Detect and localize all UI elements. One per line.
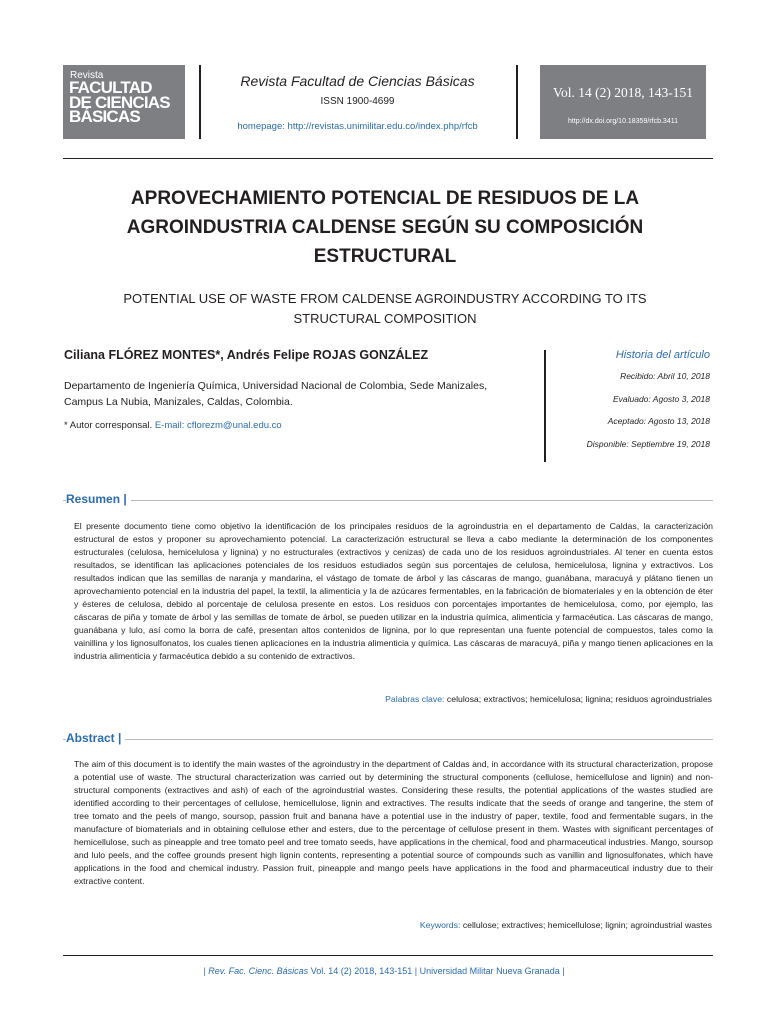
resumen-heading: Resumen |	[66, 492, 131, 506]
logo-wordmark: FACULTAD DE CIENCIAS BÁSICAS	[69, 78, 170, 126]
corresponding-author: * Autor corresponsal. E-mail: cflorezm@unal.edu.co	[64, 420, 282, 431]
history-received: Recibido: Abril 10, 2018	[620, 371, 710, 381]
homepage-link[interactable]: http://revistas.unimilitar.edu.co/index.php/rfcb	[287, 121, 478, 132]
footer-volume: Vol. 14 (2) 2018, 143-151	[310, 966, 413, 976]
footer-university: Universidad Militar Nueva Granada	[419, 966, 560, 976]
history-evaluated: Evaluado: Agosto 3, 2018	[612, 393, 710, 404]
title-spanish: APROVECHAMIENTO POTENCIAL DE RESIDUOS DE LA AGROINDUSTRIA CALDENSE SEGÚN SU COMPOSICIÓN ESTRUCTURAL	[126, 188, 644, 267]
abstract-rule	[63, 739, 713, 740]
journal-logo	[63, 65, 185, 139]
footer: | Rev. Fac. Cienc. Básicas Vol. 14 (2) 2018, 143-151 | Universidad Militar Nueva Granada |	[203, 966, 565, 976]
header-divider-right	[516, 65, 518, 139]
abstract-heading: Abstract |	[66, 731, 125, 745]
volume-info: Vol. 14 (2) 2018, 143-151	[553, 85, 693, 100]
article-history	[560, 345, 710, 455]
homepage: homepage: http://revistas.unimilitar.edu.co/index.php/rfcb	[237, 121, 478, 132]
footer-rule	[63, 955, 713, 956]
footer-journal: Rev. Fac. Cienc. Básicas	[208, 966, 309, 976]
logo-revista: Revista	[70, 70, 104, 81]
resumen-text: El presente documento tiene como objetivo la identificación de los principales residuos de la agroindustria en el departamento de Caldas, la caracterización estructural de estos y proponer su aprovechamiento potencial. La caracterización estructural se lleva a cabo mediante la determinación de los componentes estructurales (celulosa, hemicelulosa y lignina) y no estructurales (extractivos y cenizas) de cada uno de los residuos agroindustriales. Al tener en cuenta estos resultados, se identifican las aplicaciones potenciales de los residuos estudiados según sus porcentajes de celulosa, hemicelulosa, lignina y extractivos. Los resultados indican que las semillas de naranja y mandarina, el vástago de tomate de árbol y las cáscaras de mango, guanábana, maracuyá y plátano tienen un aprovechamiento potencial en la industria del papel, la textil, la alimenticia y la de azúcares fermentables, en la fabricación de biomateriales y en la obtención de éter y ésteres de celulosa, debido al porcentaje de celulosa presente en estos. Los residuos con porcentajes importantes de hemicelulosa, como, por ejemplo, las cáscaras de piña y tomate de árbol y las semillas de tomate de árbol, se pueden utilizar en la industria química, alimenticia y farmacéutica. Las cáscaras de mango, guanábana y lulo, así como la borra de café, presentan altos contenidos de lignina, por lo que representan una fuente potencial de compuestos, tales como la vainillina y los lignosulfonatos, los cuales tienen aplicaciones en la industria alimenticia y química. Las cáscaras de maracuyá, piña y mango tienen aplicaciones en la industria alimenticia y farmacéutica debido a su contenido de extractivos.	[74, 521, 713, 661]
doi-link[interactable]: http://dx.doi.org/10.18359/rfcb.3411	[567, 118, 678, 125]
abstract-text: The aim of this document is to identify the main wastes of the agroindustry in the department of Caldas and, in accordance with its structural characterization, propose a potential use of waste. The structural characterization was carried out by determining the structural components (cellulose, hemicellulose and lignin) and non-structural components (extractives and ash) of each of the agroindustrial wastes. Considering these results, the potential applications of the wastes studied are identified according to their percentages of cellulose, hemicellulose, lignin and extractives. The results indicate that the seeds of orange and tangerine, the stem of tree tomato and the peels of mango, soursop, passion fruit and banana have a potential use in the industry of paper, textile, food and fermentable sugars, in the manufacture of biomaterials and in obtaining cellulose ether and esters, due to the percentage of cellulose present in them. Wastes with significant percentages of hemicellulose, such as pineapple and tree tomato peel and tree tomato seeds, have applications in the chemical, food and pharmaceutical industries. Mango, soursop and lulo peels, and the coffee grounds present high lignin contents, representing a potential source of compounds such as vanillin and lignosulfonates, which have applications in the food and chemical industry. Passion fruit, pineapple and mango peels have applications in the food and pharmaceutical industry due to their extractive content.	[74, 759, 713, 886]
resumen-keywords: Palabras clave: celulosa; extractivos; hemicelulosa; lignina; residuos agroindustriales	[385, 694, 712, 704]
title-english: POTENTIAL USE OF WASTE FROM CALDENSE AGROINDUSTRY ACCORDING TO ITS STRUCTURAL COMPOSITION	[123, 291, 647, 326]
volume-box	[540, 65, 706, 139]
journal-info	[205, 70, 510, 142]
affiliation: Departamento de Ingeniería Química, Universidad Nacional de Colombia, Sede Manizales, Campus La Nubia, Manizales, Caldas, Colombia.	[64, 380, 488, 408]
authors: Ciliana FLÓREZ MONTES*, Andrés Felipe ROJAS GONZÁLEZ	[64, 348, 429, 362]
history-available: Disponible: Septiembre 19, 2018	[586, 438, 710, 449]
history-accepted: Aceptado: Agosto 13, 2018	[607, 416, 710, 426]
resumen-rule	[63, 500, 713, 501]
email-label: E-mail:	[154, 420, 185, 431]
journal-title: Revista Facultad de Ciencias Básicas	[240, 73, 475, 89]
issn: ISSN 1900-4699	[320, 96, 395, 107]
header-divider-left	[199, 65, 201, 139]
history-title: Historia del artículo	[615, 349, 710, 361]
history-divider	[544, 350, 546, 462]
abstract-keywords: Keywords: cellulose; extractives; hemicellulose; lignin; agroindustrial wastes	[419, 920, 712, 930]
header-rule	[63, 158, 713, 159]
email-link[interactable]: cflorezm@unal.edu.co	[187, 420, 282, 431]
